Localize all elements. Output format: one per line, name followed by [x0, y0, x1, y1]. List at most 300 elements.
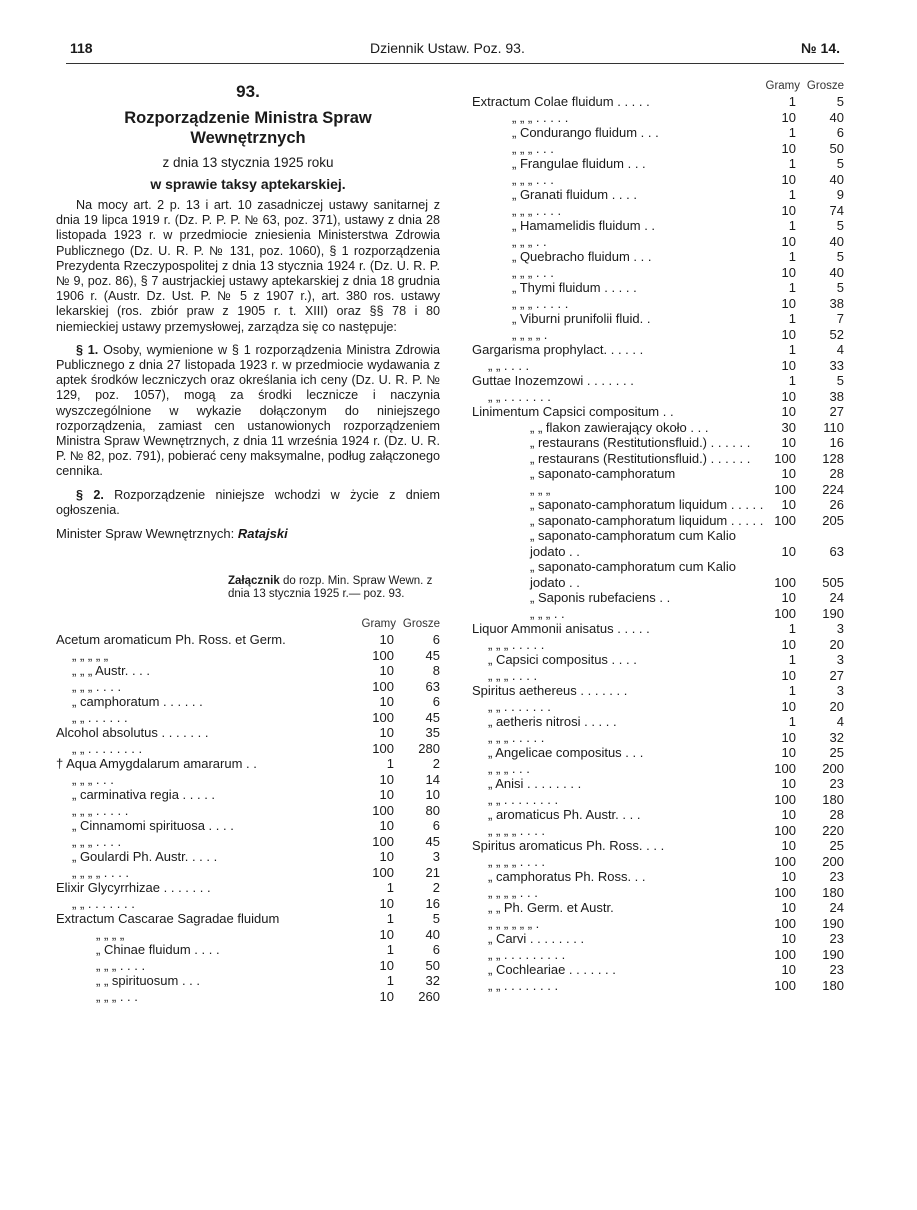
item-grams: 10: [781, 466, 796, 481]
item-grams: 1: [788, 280, 796, 295]
table-row: [472, 451, 844, 467]
table-row: [56, 973, 440, 989]
item-price: 6: [432, 632, 440, 648]
item-price: 5: [836, 94, 844, 109]
item-name: „ „ „ „ . . . .: [488, 853, 546, 869]
item-name: „ Condurango fluidum . . .: [512, 125, 659, 140]
table-row: [472, 327, 844, 343]
item-name: Extractum Colae fluidum . . . . .: [472, 94, 650, 109]
item-grams: 10: [379, 694, 394, 710]
item-price: 128: [822, 450, 844, 466]
annex-text: do rozp. Min. Spraw Wewn. z dnia 13 stycznia 1925 r.— poz. 93.: [228, 575, 433, 600]
item-name: „ Thymi fluidum . . . . .: [512, 280, 637, 295]
table-row: [56, 942, 440, 958]
table-row: [472, 714, 844, 730]
table-row: [56, 818, 440, 834]
table-row: [56, 756, 440, 772]
item-grams: 10: [781, 233, 796, 249]
item-name: „ saponato-camphoratum liquidum . . . . .: [530, 497, 764, 512]
item-price: 2: [432, 756, 440, 772]
item-name: „ „ „ . . . . .: [72, 802, 129, 818]
table-row: [56, 725, 440, 741]
left-column: [56, 82, 440, 1004]
item-name: „ „ „: [530, 481, 551, 497]
item-price: 40: [829, 264, 844, 280]
item-name: „ „ „ . . .: [512, 171, 554, 187]
table-row: [472, 776, 844, 792]
table-row: [472, 637, 844, 653]
item-grams: 100: [774, 884, 796, 900]
item-grams: 100: [372, 647, 394, 663]
item-grams: 10: [379, 725, 394, 741]
item-grams: 100: [372, 678, 394, 694]
table-row: [472, 962, 844, 978]
item-grams: 10: [781, 109, 796, 125]
item-grams: 10: [781, 900, 796, 915]
item-grams: 10: [379, 818, 394, 834]
table-row: [472, 559, 844, 590]
item-grams: 10: [781, 543, 796, 559]
journal-title: Dziennik Ustaw. Poz. 93.: [370, 40, 525, 56]
paragraph-1-text: Osoby, wymienione w § 1 rozporządzenia Ministra Zdrowia Publicznego z dnia 27 listopada 1923 r. w przedmiocie wydawania z aptek środków leczniczych oraz określania ich ceny (Dz. U. R. P. № 129, poz. 1057), mogą za środki lecznicze i naczynia wyszczególnione w wykazie dołączonym do niniejszego rozporządzenia, zamiast cen ustanowionych rozporządzeniem Ministra Spraw Wewnętrznych, z dnia 11 września 1924 r. (Dz. U. R. P. № 82, poz. 791), pobierać ceny maksymalne, podług załączonego cennika.: [56, 342, 440, 479]
item-grams: 1: [788, 621, 796, 636]
item-name: „ Cinnamomi spirituosa . . . .: [72, 818, 234, 834]
item-grams: 10: [379, 926, 394, 942]
item-grams: 100: [372, 864, 394, 880]
item-grams: 100: [774, 977, 796, 993]
table-row: [472, 606, 844, 622]
item-name: Linimentum Capsici compositum . .: [472, 404, 674, 419]
item-price: 20: [829, 698, 844, 714]
item-name: „ Goulardi Ph. Austr. . . . .: [72, 849, 218, 865]
item-name: „ „ „ . . .: [72, 771, 114, 787]
signature-prefix: Minister Spraw Wewnętrznych:: [56, 526, 235, 542]
table-row: [472, 838, 844, 854]
item-grams: 10: [781, 745, 796, 760]
issue-number: № 14.: [801, 40, 840, 56]
item-grams: 1: [788, 683, 796, 698]
item-price: 3: [836, 652, 844, 667]
item-name: „ „ „ . .: [512, 233, 547, 249]
article-number: 93.: [236, 82, 260, 101]
table-row: [472, 373, 844, 389]
item-name: „ aetheris nitrosi . . . . .: [488, 714, 617, 729]
item-grams: 10: [781, 729, 796, 745]
item-price: 200: [822, 853, 844, 869]
table-row: [472, 900, 844, 916]
item-name: „ „ „ . . .: [512, 264, 554, 280]
item-grams: 10: [781, 931, 796, 946]
item-grams: 100: [774, 512, 796, 528]
item-price: 40: [829, 109, 844, 125]
item-grams: 1: [386, 911, 394, 927]
item-name: Alcohol absolutus . . . . . . .: [56, 725, 209, 741]
table-row: [472, 668, 844, 684]
table-row: [56, 648, 440, 664]
item-name: Elixir Glycyrrhizae . . . . . . .: [56, 880, 211, 896]
item-price: 23: [829, 776, 844, 791]
item-name: „ „ flakon zawierający około . . .: [530, 419, 709, 435]
table-row: [472, 265, 844, 281]
item-price: 23: [829, 962, 844, 977]
item-name: Gargarisma prophylact. . . . . .: [472, 342, 644, 357]
item-name: „ saponato-camphoratum cum Kalio jodato . .: [530, 559, 736, 590]
item-price: 4: [836, 342, 844, 357]
item-price: 5: [836, 218, 844, 233]
item-name: „ „ „ . . . .: [96, 957, 146, 973]
item-price: 38: [829, 388, 844, 404]
item-grams: 1: [788, 249, 796, 264]
item-grams: 100: [774, 853, 796, 869]
item-grams: 10: [379, 957, 394, 973]
item-name: „ „ „ . . .: [488, 760, 530, 776]
item-price: 50: [425, 957, 440, 973]
article-date: z dnia 13 stycznia 1925 roku: [162, 155, 334, 170]
item-name: † Aqua Amygdalarum amararum . .: [56, 756, 257, 772]
table-row: [472, 342, 844, 358]
item-grams: 100: [774, 605, 796, 621]
table-row: [472, 792, 844, 808]
item-name: „ „ „ . . .: [96, 988, 138, 1004]
table-row: [56, 694, 440, 710]
table-row: [472, 497, 844, 513]
item-price: 45: [425, 833, 440, 849]
item-name: Extractum Cascarae Sagradae fluidum: [56, 911, 280, 927]
item-price: 25: [829, 745, 844, 760]
item-name: „ „ „ . . . .: [72, 678, 122, 694]
column-header-grams: Gramy: [765, 80, 800, 92]
item-name: „ Angelicae compositus . . .: [488, 745, 644, 760]
item-price: 6: [432, 818, 440, 834]
table-row: [472, 590, 844, 606]
item-name: „ „ Ph. Germ. et Austr.: [488, 900, 614, 915]
item-price: 27: [829, 404, 844, 419]
item-name: „ Anisi . . . . . . . .: [488, 776, 582, 791]
table-row: [472, 311, 844, 327]
table-row: [56, 679, 440, 695]
article-title-line1: Rozporządzenie Ministra Spraw: [124, 109, 372, 127]
item-price: 3: [432, 849, 440, 865]
item-name: „ „ . . . . . . .: [488, 388, 551, 404]
table-row: [472, 854, 844, 870]
item-name: „ „ . . . . . . .: [72, 895, 135, 911]
table-row: [472, 156, 844, 172]
item-price: 6: [836, 125, 844, 140]
item-grams: 1: [788, 311, 796, 326]
item-price: 3: [836, 621, 844, 636]
table-row: [472, 947, 844, 963]
item-name: „ „ „ . . . . .: [488, 729, 545, 745]
item-name: „ „ „ . . . .: [72, 833, 122, 849]
item-grams: 1: [788, 94, 796, 109]
table-row: [56, 663, 440, 679]
item-name: Spiritus aethereus . . . . . . .: [472, 683, 628, 698]
item-price: 40: [425, 926, 440, 942]
annex-note: [228, 575, 448, 600]
item-name: „ „ „ . . . . .: [512, 295, 569, 311]
item-grams: 1: [788, 373, 796, 388]
right-table-header: [472, 80, 844, 94]
table-row: [472, 931, 844, 947]
item-grams: 10: [781, 326, 796, 342]
item-price: 38: [829, 295, 844, 311]
item-grams: 1: [788, 714, 796, 729]
item-name: „ „ . . . . . . . .: [72, 740, 143, 756]
table-row: [472, 513, 844, 529]
annex-label: Załącznik: [228, 575, 280, 588]
table-row: [472, 358, 844, 374]
item-grams: 100: [372, 709, 394, 725]
item-grams: 10: [379, 787, 394, 803]
table-row: [472, 296, 844, 312]
item-grams: 1: [788, 652, 796, 667]
table-row: [56, 958, 440, 974]
item-name: „ Carvi . . . . . . . .: [488, 931, 585, 946]
table-row: [472, 435, 844, 451]
table-row: [56, 896, 440, 912]
article-title-line2: Wewnętrznych: [190, 129, 306, 147]
item-price: 190: [822, 605, 844, 621]
item-price: 220: [822, 822, 844, 838]
table-row: [472, 420, 844, 436]
item-name: „ „ . . . . . . . . .: [488, 946, 566, 962]
item-price: 190: [822, 915, 844, 931]
paragraph-1: [56, 343, 440, 480]
item-name: „ camphoratum . . . . . .: [72, 694, 203, 710]
item-price: 190: [822, 946, 844, 962]
item-grams: 10: [781, 295, 796, 311]
left-price-table: [56, 632, 440, 1004]
right-price-table: [472, 94, 844, 993]
item-price: 6: [432, 942, 440, 958]
table-row: [472, 187, 844, 203]
table-row: [56, 632, 440, 648]
column-header-grams: Gramy: [361, 618, 396, 631]
item-price: 26: [829, 497, 844, 512]
item-price: 32: [829, 729, 844, 745]
table-row: [56, 865, 440, 881]
table-row: [56, 911, 440, 927]
item-grams: 100: [774, 946, 796, 962]
table-row: [472, 807, 844, 823]
item-price: 3: [836, 683, 844, 698]
item-price: 33: [829, 357, 844, 373]
item-price: 24: [829, 900, 844, 915]
item-name: „ „ spirituosum . . .: [96, 973, 201, 989]
signature: [56, 526, 440, 541]
item-price: 205: [822, 512, 844, 528]
item-price: 28: [829, 807, 844, 822]
item-price: 63: [425, 678, 440, 694]
item-price: 224: [822, 481, 844, 497]
table-row: [472, 652, 844, 668]
item-price: 32: [425, 973, 440, 989]
item-name: Acetum aromaticum Ph. Ross. et Germ.: [56, 632, 286, 648]
article-subject: w sprawie taksy aptekarskiej.: [150, 176, 346, 192]
table-row: [472, 621, 844, 637]
item-name: „ „ „ . . . .: [488, 667, 538, 683]
item-name: „ Granati fluidum . . . .: [512, 187, 637, 202]
item-price: 2: [432, 880, 440, 896]
table-row: [56, 787, 440, 803]
table-row: [56, 880, 440, 896]
item-grams: 1: [386, 973, 394, 989]
item-price: 24: [829, 590, 844, 605]
item-name: „ „ „ . . . .: [512, 202, 562, 218]
table-row: [472, 885, 844, 901]
item-grams: 10: [781, 807, 796, 822]
item-price: 5: [836, 156, 844, 171]
item-grams: 100: [774, 450, 796, 466]
article-title: [56, 108, 440, 148]
item-price: 9: [836, 187, 844, 202]
item-name: „ „ „ Austr. . . .: [72, 663, 151, 679]
item-grams: 1: [386, 880, 394, 896]
item-grams: 10: [781, 590, 796, 605]
item-grams: 10: [781, 962, 796, 977]
item-name: Guttae Inozemzowi . . . . . . .: [472, 373, 634, 388]
page-header: [70, 40, 840, 60]
item-grams: 10: [379, 849, 394, 865]
item-name: Spiritus aromaticus Ph. Ross. . . .: [472, 838, 665, 853]
item-name: „ „ „ „ „: [72, 647, 109, 663]
table-row: [472, 916, 844, 932]
item-name: „ „ „ „ . . . .: [488, 822, 546, 838]
preamble-paragraph: Na mocy art. 2 p. 13 i art. 10 zasadniczej ustawy sanitarnej z dnia 19 lipca 1919 r. (Dz. P. P. P. № 63, poz. 371), ustawy z dnia 28 listopada 1923 r. w przedmiocie zniesienia Ministerstwa Zdrowia Publicznego (Dz. U. R. P. № 131, poz. 1060), § 1 rozporządzenia Prezydenta Rzeczypospolitej z dnia 13 stycznia 1924 r. (Dz. U. R. P. № 9, poz. 86), § 7 austrjackiej ustawy aptekarskiej z dnia 18 grudnia 1906 r. (Austr. Dz. Ust. P. № 5 z 1907 r.), art. 380 ros. ustawy lekarskiej (ros. zbiór praw z 1905 r. t. XIII) oraz §§ 78 i 80 niemieckiej ustawy przemysłowej, zarządza się co następuje:: [56, 198, 440, 334]
item-grams: 10: [379, 632, 394, 648]
item-grams: 10: [781, 698, 796, 714]
item-name: „ „ „ . . . . .: [488, 636, 545, 652]
table-row: [472, 389, 844, 405]
table-row: [472, 172, 844, 188]
item-grams: 1: [788, 156, 796, 171]
item-price: 23: [829, 869, 844, 884]
item-name: „ carminativa regia . . . . .: [72, 787, 216, 803]
left-table-header: [56, 618, 440, 632]
item-name: „ aromaticus Ph. Austr. . . .: [488, 807, 641, 822]
item-name: „ Saponis rubefaciens . .: [530, 590, 671, 605]
item-name: „ Quebracho fluidum . . .: [512, 249, 652, 264]
item-grams: 10: [781, 264, 796, 280]
table-row: [472, 94, 844, 110]
item-price: 27: [829, 667, 844, 683]
column-header-grosze: Grosze: [806, 80, 844, 92]
item-price: 5: [836, 280, 844, 295]
item-name: „ „ „ „: [96, 926, 125, 942]
item-grams: 10: [781, 388, 796, 404]
item-grams: 10: [781, 869, 796, 884]
item-price: 16: [425, 895, 440, 911]
table-row: [56, 772, 440, 788]
table-row: [472, 466, 844, 482]
table-row: [472, 249, 844, 265]
table-row: [472, 761, 844, 777]
item-price: 40: [829, 233, 844, 249]
table-row: [56, 849, 440, 865]
item-name: „ „ „ „ .: [512, 326, 548, 342]
item-grams: 10: [781, 435, 796, 450]
item-name: „ „ . . . . . . . .: [488, 977, 559, 993]
item-price: 63: [829, 543, 844, 559]
item-price: 6: [432, 694, 440, 710]
item-name: „ „ „ . .: [530, 605, 565, 621]
item-grams: 100: [774, 822, 796, 838]
item-name: „ „ . . . .: [488, 357, 530, 373]
item-price: 260: [418, 988, 440, 1004]
table-row: [472, 141, 844, 157]
item-price: 180: [822, 791, 844, 807]
signature-name: Ratajski: [237, 526, 288, 542]
paragraph-2: [56, 488, 440, 518]
table-row: [472, 978, 844, 994]
table-row: [472, 234, 844, 250]
item-name: „ „ „ . . .: [512, 140, 554, 156]
table-row: [472, 699, 844, 715]
item-name: „ camphoratus Ph. Ross. . .: [488, 869, 646, 884]
item-price: 80: [425, 802, 440, 818]
item-price: 5: [836, 373, 844, 388]
item-grams: 100: [774, 915, 796, 931]
item-grams: 10: [379, 771, 394, 787]
column-header-grosze: Grosze: [402, 618, 440, 631]
table-row: [472, 125, 844, 141]
item-name: „ saponato-camphoratum liquidum . . . . .: [530, 512, 764, 528]
page-number: 118: [70, 40, 93, 56]
item-grams: 1: [788, 342, 796, 357]
item-price: 40: [829, 171, 844, 187]
table-row: [472, 823, 844, 839]
item-price: 7: [836, 311, 844, 326]
item-grams: 10: [379, 663, 394, 679]
item-grams: 10: [379, 988, 394, 1004]
item-grams: 1: [788, 218, 796, 233]
item-price: 25: [829, 838, 844, 853]
item-price: 74: [829, 202, 844, 218]
item-grams: 10: [781, 636, 796, 652]
item-grams: 100: [372, 802, 394, 818]
item-price: 180: [822, 977, 844, 993]
item-name: „ „ „ „ . . . .: [72, 864, 130, 880]
item-price: 45: [425, 647, 440, 663]
table-row: [472, 869, 844, 885]
item-grams: 10: [781, 776, 796, 791]
item-grams: 10: [781, 497, 796, 512]
item-name: „ restaurans (Restitutionsfluid.) . . . . . .: [530, 450, 751, 466]
item-price: 5: [432, 911, 440, 927]
item-price: 180: [822, 884, 844, 900]
table-row: [472, 404, 844, 420]
table-row: [56, 989, 440, 1005]
paragraph-2-text: Rozporządzenie niniejsze wchodzi w życie z dniem ogłoszenia.: [56, 487, 441, 517]
item-price: 110: [823, 419, 844, 435]
table-row: [56, 710, 440, 726]
item-price: 21: [425, 864, 440, 880]
table-row: [472, 745, 844, 761]
item-price: 52: [829, 326, 844, 342]
item-price: 14: [425, 771, 440, 787]
table-row: [472, 482, 844, 498]
table-row: [472, 280, 844, 296]
item-price: 50: [829, 140, 844, 156]
item-price: 10: [425, 787, 440, 803]
item-grams: 10: [781, 838, 796, 853]
paragraph-2-label: § 2.: [76, 487, 104, 502]
table-row: [56, 834, 440, 850]
item-name: „ „ „ . . . . .: [512, 109, 569, 125]
item-price: 23: [829, 931, 844, 946]
item-name: Liquor Ammonii anisatus . . . . .: [472, 621, 650, 636]
item-grams: 30: [781, 419, 796, 435]
